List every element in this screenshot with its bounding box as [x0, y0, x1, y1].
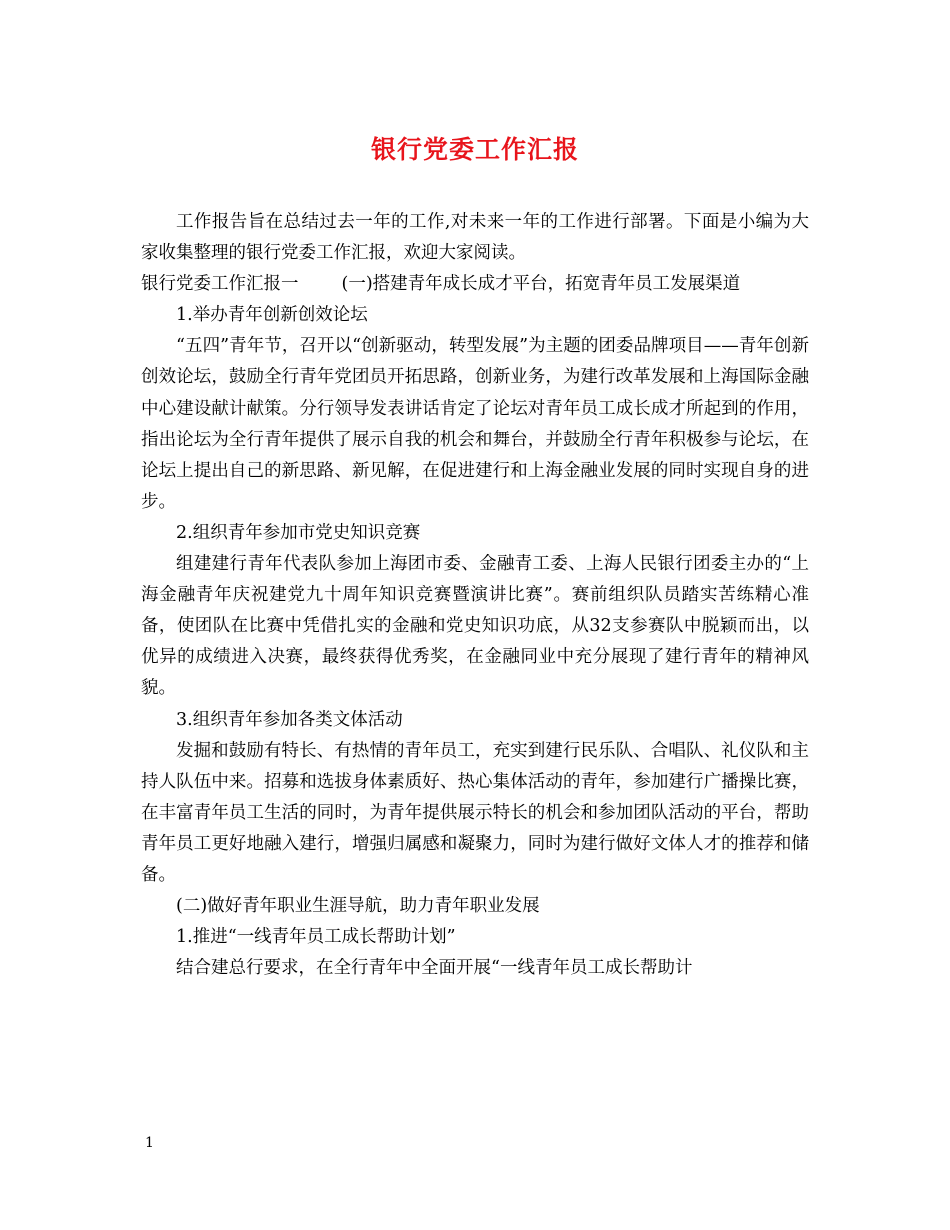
document-body [141, 207, 809, 984]
document-title: 银行党委工作汇报 [370, 135, 579, 164]
item-2-body: 组建建行青年代表队参加上海团市委、金融青工委、上海人民银行团委主办的“上海金融青年庆祝建党九十周年知识竞赛暨演讲比赛”。赛前组织队员踏实苦练精心准备，使团队在比赛中凭借扎实的金融和党史知识功底，从32支参赛队中脱颖而出，以优异的成绩进入决赛，最终获得优秀奖，在金融同业中充分展现了建行青年的精神风貌。 [141, 554, 809, 699]
item-1-title: 1.举办青年创新创效论坛 [176, 305, 368, 326]
sub-heading-2: (二)做好青年职业生涯导航，助力青年职业发展 [176, 896, 540, 917]
item-4-title: 1.推进“一线青年员工成长帮助计划” [176, 927, 456, 948]
item-4-body: 结合建总行要求，在全行青年中全面开展“一线青年员工成长帮助计 [176, 958, 693, 979]
page-number: 1 [145, 1135, 154, 1151]
item-2-title: 2.组织青年参加市党史知识竞赛 [176, 522, 421, 543]
intro-paragraph: 工作报告旨在总结过去一年的工作,对未来一年的工作进行部署。下面是小编为大家收集整理的银行党委工作汇报，欢迎大家阅读。 [141, 212, 809, 264]
heading-gap [299, 269, 342, 300]
main-heading: 银行党委工作汇报一 [141, 274, 299, 295]
section-heading-line [141, 269, 809, 300]
sub-heading-1: (一)搭建青年成长成才平台，拓宽青年员工发展渠道 [341, 274, 741, 295]
item-3-title: 3.组织青年参加各类文体活动 [176, 709, 403, 730]
item-3-body: 发掘和鼓励有特长、有热情的青年员工，充实到建行民乐队、合唱队、礼仪队和主持人队伍中来。招募和选拔身体素质好、热心集体活动的青年，参加建行广播操比赛，在丰富青年员工生活的同时，为青年提供展示特长的机会和参加团队活动的平台，帮助青年员工更好地融入建行，增强归属感和凝聚力，同时为建行做好文体人才的推荐和储备。 [141, 740, 809, 885]
item-1-body: “五四”青年节，召开以“创新驱动，转型发展”为主题的团委品牌项目——青年创新创效论坛，鼓励全行青年党团员开拓思路，创新业务，为建行改革发展和上海国际金融中心建设献计献策。分行领导发表讲话肯定了论坛对青年员工成长成才所起到的作用，指出论坛为全行青年提供了展示自我的机会和舞台，并鼓励全行青年积极参与论坛，在论坛上提出自己的新思路、新见解，在促进建行和上海金融业发展的同时实现自身的进步。 [141, 336, 809, 512]
